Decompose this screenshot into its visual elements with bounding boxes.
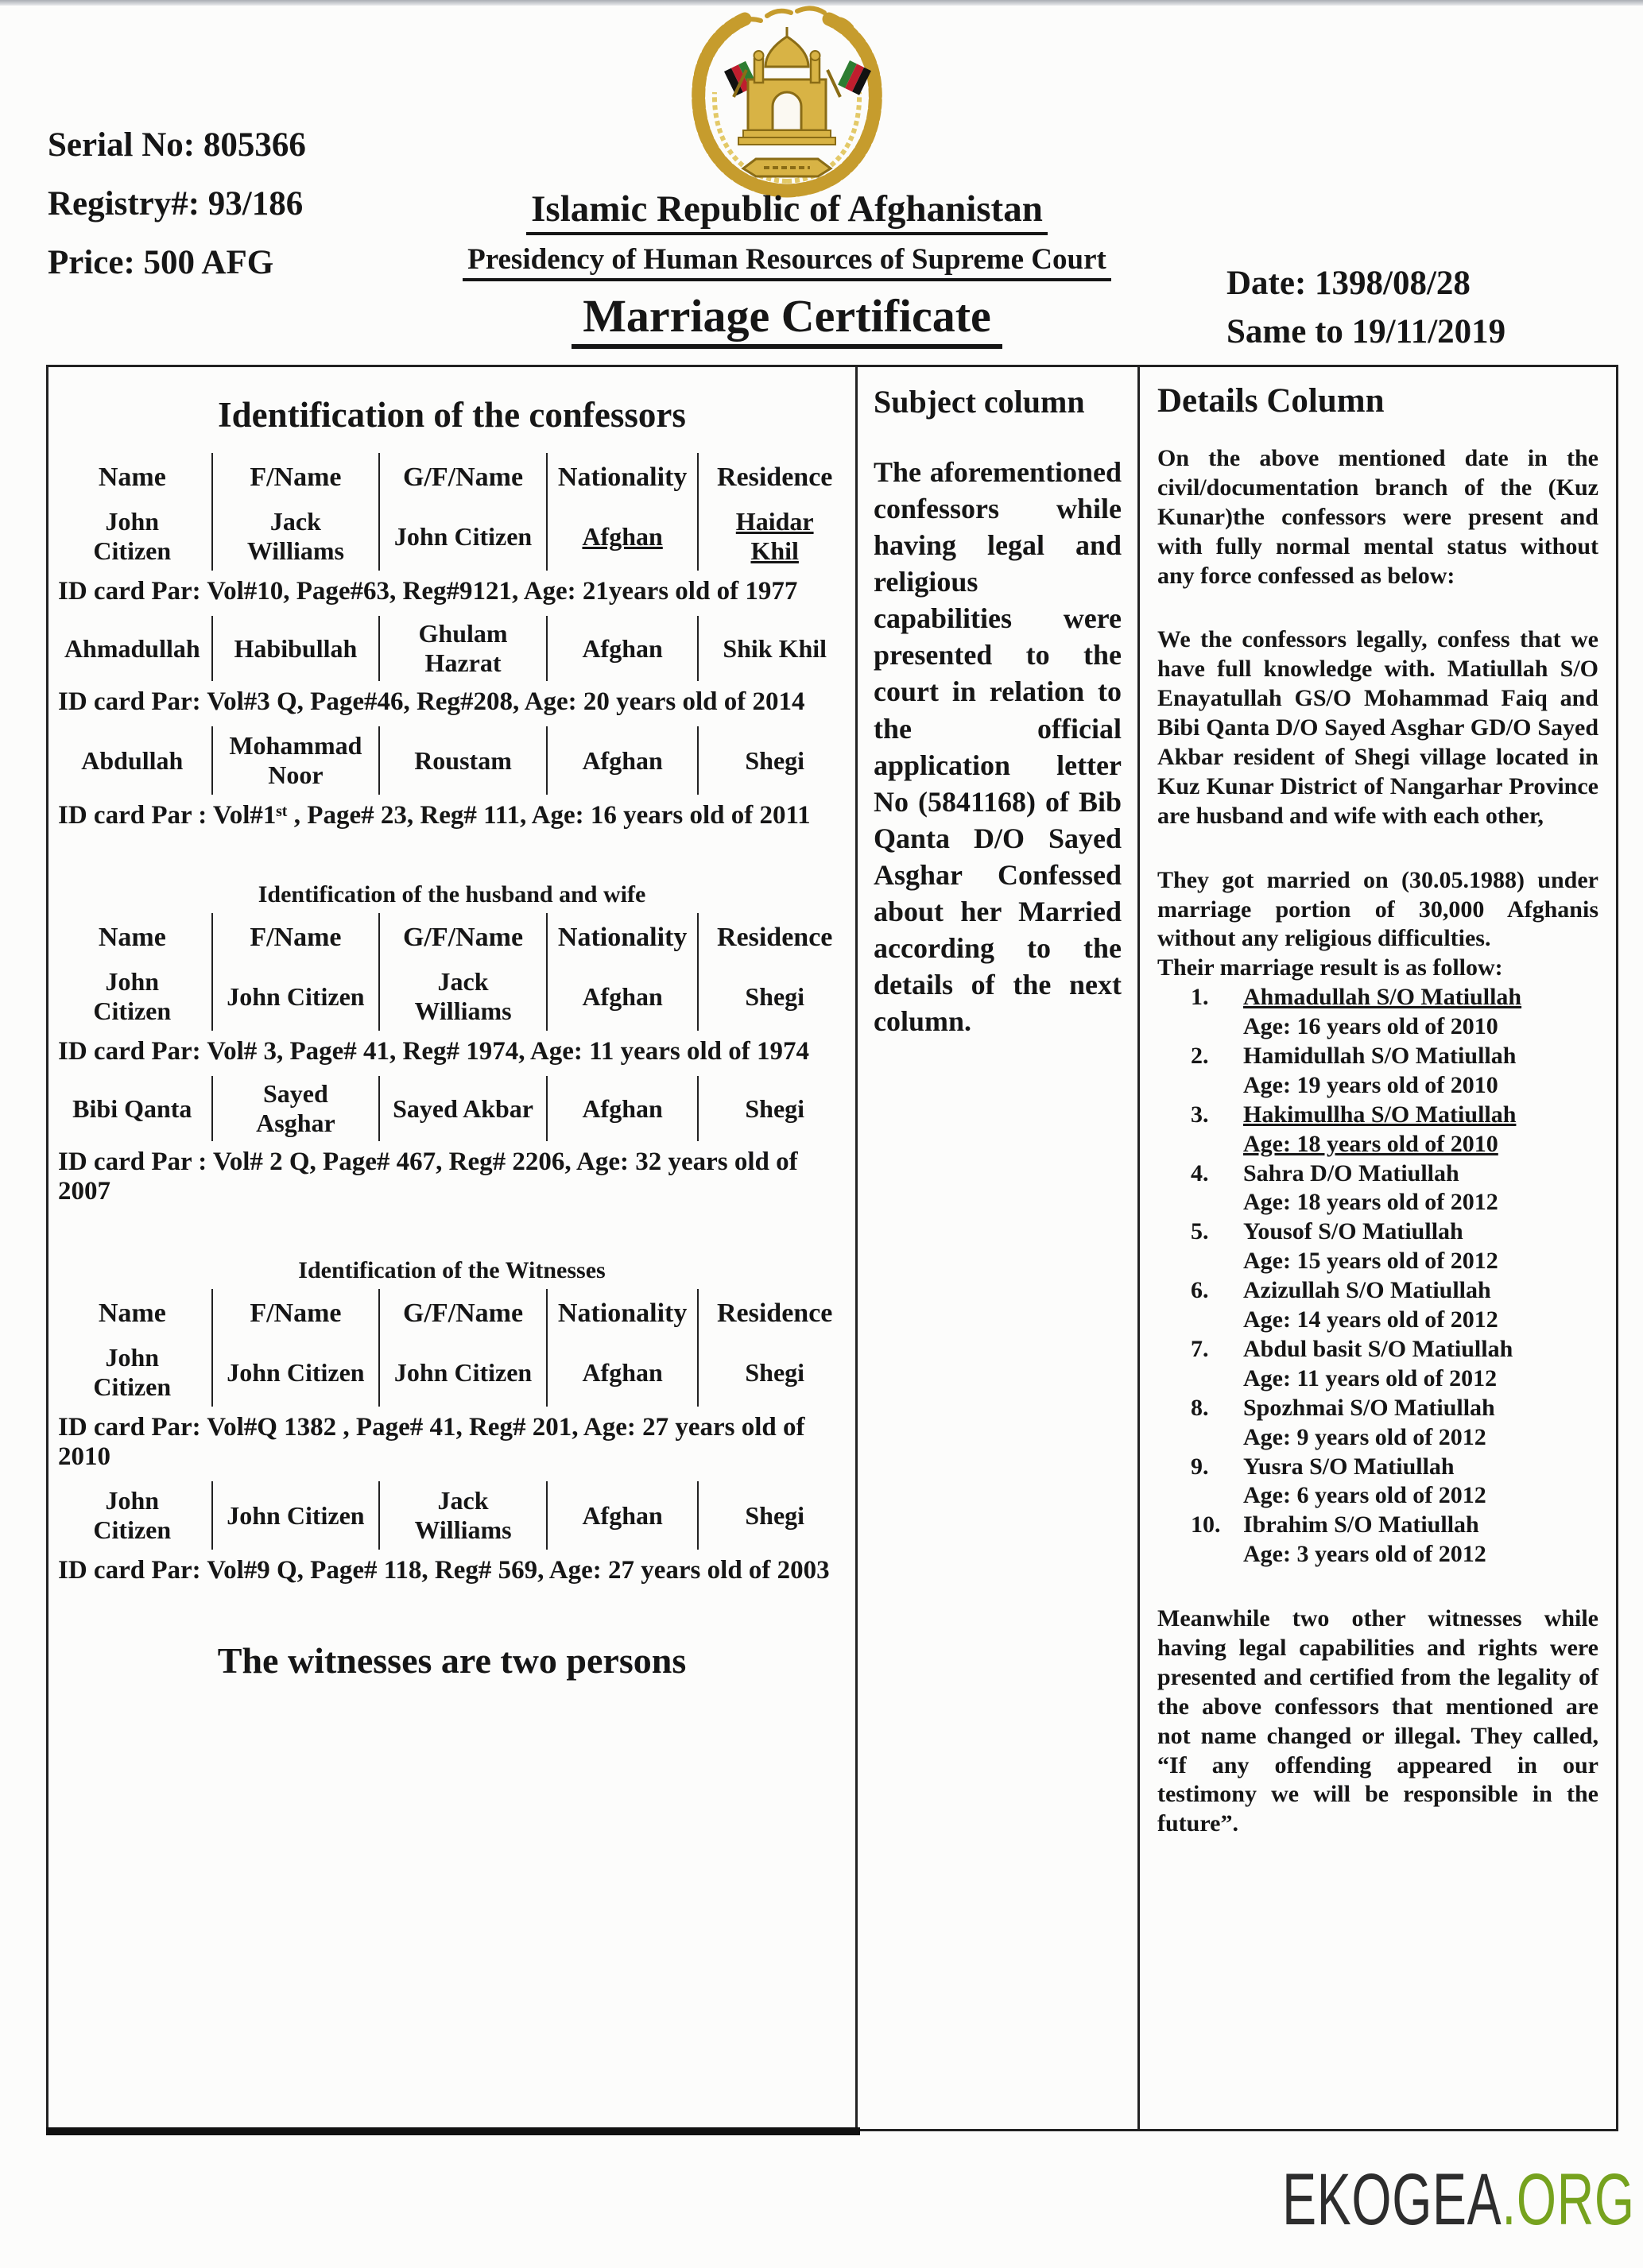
list-number: 10.	[1191, 1511, 1221, 1538]
table-cell: Afghan	[548, 962, 699, 1031]
list-number: 1.	[1191, 984, 1209, 1011]
child-age: Age: 18 years old of 2012	[1243, 1189, 1498, 1216]
table-cell: Shegi	[745, 1093, 805, 1123]
child-list-item	[1157, 1511, 1598, 1540]
marriage-result-intro: Their marriage result is as follow:	[1157, 954, 1503, 981]
column-header-nationality: Nationality	[548, 913, 699, 962]
column-header-gfname: G/F/Name	[380, 1289, 548, 1338]
child-name: Hakimullha S/O Matiullah	[1243, 1101, 1517, 1128]
table-cell: Habibullah	[213, 616, 381, 681]
table-cell: John Citizen	[53, 962, 213, 1031]
child-list-item	[1157, 1276, 1598, 1306]
child-name: Azizullah S/O Matiullah	[1243, 1277, 1491, 1304]
column-header-name: Name	[53, 453, 213, 502]
column-header-fname: F/Name	[213, 453, 381, 502]
child-age: Age: 19 years old of 2010	[1243, 1071, 1498, 1098]
table-cell: John Citizen	[380, 502, 548, 571]
ekogea-logo	[1282, 2159, 1635, 2240]
table-cell: Shegi	[745, 1500, 805, 1530]
confessors-table-row2	[53, 616, 851, 681]
details-column	[1140, 367, 1616, 2129]
table-cell: Abdullah	[53, 726, 213, 795]
child-name: Yusra S/O Matiullah	[1243, 1453, 1455, 1480]
column-header-name: Name	[53, 913, 213, 962]
child-age: Age: 14 years old of 2012	[1243, 1306, 1498, 1333]
list-number: 2.	[1191, 1043, 1209, 1070]
column-header-gfname: G/F/Name	[380, 453, 548, 502]
presidency-title: Presidency of Human Resources of Supreme Court	[463, 242, 1111, 281]
table-cell: Afghan	[548, 1481, 699, 1550]
id-card-line: ID card Par : Vol# 2 Q, Page# 467, Reg# 2206, Age: 32 years old of 2007	[58, 1148, 798, 1206]
table-cell: John Citizen	[53, 502, 213, 571]
details-paragraph-5: Meanwhile two other witnesses while having legal capabilities and rights were presented and certified from the legality of the above confessors that mentioned are not name changed or illegal. They called, “If any offending appeared in our testimony we will be responsible in the future”.	[1157, 1605, 1598, 1837]
husband-wife-table-title: Identification of the husband and wife	[258, 881, 646, 908]
list-number: 3.	[1191, 1101, 1209, 1128]
list-number: 4.	[1191, 1159, 1209, 1186]
confessors-table-header-and-row1	[53, 453, 851, 571]
witnesses-count-note: The witnesses are two persons	[217, 1640, 687, 1681]
list-number: 6.	[1191, 1277, 1209, 1304]
table-cell: Afghan	[548, 1338, 699, 1407]
serial-number: Serial No: 805366	[48, 126, 306, 164]
id-card-line: ID card Par: Vol#3 Q, Page#46, Reg#208, Age: 20 years old of 2014	[58, 687, 805, 716]
id-card-line: ID card Par: Vol# 3, Page# 41, Reg# 1974, Age: 11 years old of 1974	[58, 1037, 809, 1066]
child-name: Ibrahim S/O Matiullah	[1243, 1511, 1479, 1538]
country-title: Islamic Republic of Afghanistan	[526, 188, 1048, 235]
column-header-nationality: Nationality	[548, 453, 699, 502]
column-header-residence: Residence	[716, 923, 833, 952]
column-header-residence: Residence	[716, 463, 833, 492]
table-cell: Ghulam Hazrat	[380, 616, 548, 681]
document-titles	[318, 188, 1256, 349]
husband-wife-table-row2	[53, 1076, 851, 1141]
column-header-fname: F/Name	[213, 1289, 381, 1338]
witnesses-table-row2	[53, 1481, 851, 1550]
column-header-name: Name	[53, 1289, 213, 1338]
child-age: Age: 16 years old of 2010	[1243, 1013, 1498, 1040]
identification-column	[48, 367, 858, 2129]
spacer	[1157, 1569, 1598, 1604]
child-name: Spozhmai S/O Matiullah	[1243, 1394, 1495, 1421]
table-cell: Afghan	[548, 726, 699, 795]
list-number: 5.	[1191, 1218, 1209, 1245]
table-cell: Shegi	[745, 981, 805, 1011]
child-age: Age: 18 years old of 2010	[1243, 1130, 1498, 1157]
child-name: Ahmadullah S/O Matiullah	[1243, 984, 1522, 1011]
subject-column-body: The aforementioned confessors while having legal and religious capabilities were presented to the court in relation to the official application letter No (5841168) of Bib Qanta D/O Sayed Asghar Confessed about her Married according to the details of the next column.	[874, 456, 1122, 1038]
table-cell: Jack Williams	[380, 1481, 548, 1550]
table-cell: Afghan	[548, 1076, 699, 1141]
table-cell: Jack Williams	[380, 962, 548, 1031]
child-name: Sahra D/O Matiullah	[1243, 1159, 1459, 1186]
child-age: Age: 11 years old of 2012	[1243, 1364, 1498, 1391]
child-list-item	[1157, 1101, 1598, 1130]
list-number: 8.	[1191, 1394, 1209, 1421]
husband-wife-table-header-and-row1	[53, 913, 851, 1031]
afghanistan-emblem-icon	[678, 3, 896, 200]
table-cell: Shik Khil	[723, 633, 827, 663]
child-list-item	[1157, 1335, 1598, 1364]
child-age: Age: 15 years old of 2012	[1243, 1248, 1498, 1275]
child-list-item	[1157, 983, 1598, 1012]
logo-brand-text: EKOGEA	[1282, 2159, 1502, 2240]
table-cell: John Citizen	[380, 1338, 548, 1407]
price: Price: 500 AFG	[48, 243, 274, 281]
details-paragraph-1: On the above mentioned date in the civil/documentation branch of the (Kuz Kunar)the confessors were present and with fully normal mental status without any force confessed as below:	[1157, 445, 1598, 589]
table-cell: Shegi	[745, 745, 805, 775]
logo-tld-text: .ORG	[1502, 2159, 1635, 2240]
child-list-item	[1157, 1159, 1598, 1189]
registry-number: Registry#: 93/186	[48, 184, 304, 223]
child-age: Age: 3 years old of 2012	[1243, 1541, 1486, 1568]
id-card-line: ID card Par: Vol#Q 1382 , Page# 41, Reg# 201, Age: 27 years old of 2010	[58, 1413, 805, 1471]
table-cell: Ahmadullah	[53, 616, 213, 681]
table-cell: Sayed Asghar	[213, 1076, 381, 1141]
details-column-title: Details Column	[1157, 382, 1385, 420]
witnesses-table-header-and-row1	[53, 1289, 851, 1407]
table-cell: Haidar Khil	[735, 507, 814, 565]
spacer	[1157, 831, 1598, 866]
table-cell: Sayed Akbar	[380, 1076, 548, 1141]
details-paragraph-3: They got married on (30.05.1988) under marriage portion of 30,000 Afghanis without any religious difficulties.	[1157, 866, 1598, 952]
child-list-item	[1157, 1042, 1598, 1071]
details-paragraph-2: We the confessors legally, confess that we have full knowledge with. Matiullah S/O Enayatullah GS/O Mohammad Faiq and Bibi Qanta D/O Sayed Asghar GD/O Sayed Akbar resident of Shegi village located in Kuz Kunar District of Nangarhar Province are husband and wife with each other,	[1157, 626, 1598, 829]
child-list-item	[1157, 1217, 1598, 1247]
column-header-gfname: G/F/Name	[380, 913, 548, 962]
table-cell: Bibi Qanta	[53, 1076, 213, 1141]
confessors-table-title: Identification of the confessors	[218, 395, 686, 435]
confessors-table-row3	[53, 726, 851, 795]
date-gregorian: Same to 19/11/2019	[1226, 313, 1506, 351]
table-cell: John Citizen	[213, 1481, 381, 1550]
table-cell: John Citizen	[213, 962, 381, 1031]
id-card-line: ID card Par: Vol#9 Q, Page# 118, Reg# 569, Age: 27 years old of 2003	[58, 1556, 830, 1585]
child-age: Age: 9 years old of 2012	[1243, 1423, 1486, 1450]
table-cell: Afghan	[548, 616, 699, 681]
table-cell: Shegi	[745, 1357, 805, 1387]
id-card-line: ID card Par: Vol#10, Page#63, Reg#9121, Age: 21years old of 1977	[58, 577, 798, 606]
child-name: Yousof S/O Matiullah	[1243, 1218, 1463, 1245]
certificate-body-box	[46, 365, 1618, 2131]
spacer	[1157, 590, 1598, 625]
child-age: Age: 6 years old of 2012	[1243, 1482, 1486, 1509]
table-cell: John Citizen	[53, 1338, 213, 1407]
thick-bottom-border	[46, 2127, 860, 2135]
table-cell: Afghan	[548, 502, 699, 571]
child-list-item	[1157, 1394, 1598, 1423]
date-block	[1226, 259, 1505, 356]
table-cell: Jack Williams	[213, 502, 381, 571]
column-header-fname: F/Name	[213, 913, 381, 962]
list-number: 9.	[1191, 1453, 1209, 1480]
table-cell: John Citizen	[213, 1338, 381, 1407]
table-cell: Roustam	[380, 726, 548, 795]
child-name: Hamidullah S/O Matiullah	[1243, 1043, 1517, 1070]
witnesses-table-title: Identification of the Witnesses	[298, 1257, 606, 1283]
serial-info-block	[48, 116, 306, 292]
subject-column-title: Subject column	[874, 384, 1085, 420]
column-header-nationality: Nationality	[548, 1289, 699, 1338]
list-number: 7.	[1191, 1335, 1209, 1362]
child-list-item	[1157, 1453, 1598, 1482]
certificate-title: Marriage Certificate	[572, 289, 1002, 349]
subject-column	[858, 367, 1140, 2129]
date-afghan: Date: 1398/08/28	[1226, 265, 1471, 302]
column-header-residence: Residence	[716, 1298, 833, 1328]
child-name: Abdul basit S/O Matiullah	[1243, 1335, 1513, 1362]
table-cell: Mohammad Noor	[213, 726, 381, 795]
table-cell: John Citizen	[53, 1481, 213, 1550]
id-card-line: ID card Par : Vol#1ˢᵗ , Page# 23, Reg# 111, Age: 16 years old of 2011	[58, 801, 811, 830]
